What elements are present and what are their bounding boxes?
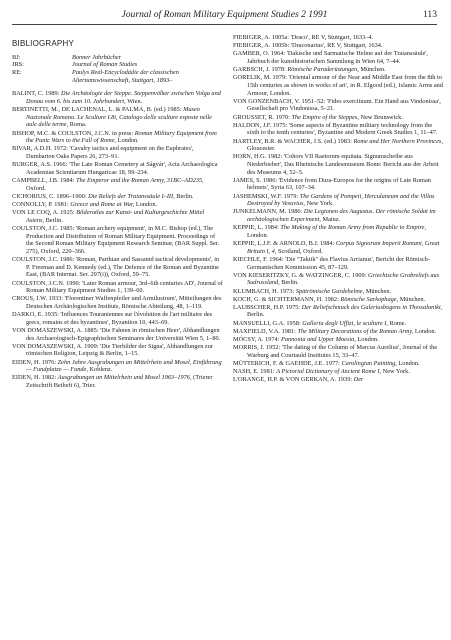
entry-details: München. [365, 287, 392, 295]
bibliography-entry [233, 376, 444, 384]
right-entries [233, 34, 444, 384]
entry-author: GARBSCH, J. 1978: [233, 66, 286, 74]
bibliography-entry [12, 177, 223, 192]
entry-details: 'Roman, Parthian and Sassanid tactical developments', in P. Freeman and D. Kennedy (ed.), The Defence of the Roman and Byzantine East, (BAR Internat. Ser. 297(i)), Oxford, 59–75. [26, 256, 220, 279]
entry-title: The Making of the Roman Army from Republic to Empire, [280, 224, 427, 232]
entry-title: Roman Military Equipment from the Punic Wars to the Fall of Rome, [26, 129, 217, 145]
entry-author: LAUBSCHER, H.P. 1975: [233, 303, 301, 311]
bibliography-entry [233, 153, 444, 176]
entry-title: Corpus Signorum Imperii Romani, Great Britain I, 4, [247, 240, 440, 255]
entry-details: Berlin. [281, 279, 299, 287]
entry-title: Museo Nazionale Romano. Le Sculture I.8i, Catalogo delle sculture esposte nelle aule delle terme, [26, 106, 212, 129]
entry-author: KLUMBACH, H. 1973: [233, 287, 295, 295]
entry-details: München. [360, 66, 386, 74]
entry-author: COULSTON, J.C. 1986: [12, 256, 75, 264]
bibliography-entry [233, 42, 444, 50]
bibliography-entry [12, 359, 223, 374]
bibliography-entry [12, 343, 223, 358]
abbreviation-key: BJ: [12, 53, 21, 61]
entry-title: Römische Paraderüstungen, [287, 66, 359, 74]
entry-title: Die Reliefs der Traianssäule I–III, [88, 192, 175, 200]
entry-author: COULSTON, J.C.N. 1990: [12, 279, 81, 287]
entry-details: Berlin. [247, 311, 265, 319]
entry-title: The Military Decorations of the Roman Army, [297, 327, 414, 335]
bibliography-entry [233, 296, 444, 304]
bibliography-entry [233, 344, 444, 359]
entry-author: BIVAR, A.D.H. 1972: [12, 145, 68, 153]
entry-details: Berlin. [45, 216, 63, 224]
entry-title: Greece and Rome at War, [70, 200, 135, 208]
entry-details: 'Evidence from Dura-Europos for the origins of Late Roman helmets', Syria 63, 107–34. [247, 176, 431, 192]
entry-details: London. [135, 200, 158, 208]
entry-author: CROUS, J.W. 1933: [12, 295, 64, 303]
entry-details: 'The dating of the Column of Marcus Aurelius', Journal of the Warburg and Courtauld Institutes 15, 33–47. [247, 344, 438, 359]
entry-details: Roma. [69, 121, 87, 129]
entry-details: Berlin. [176, 192, 194, 200]
entry-author: MÜTTERICH, F. & GAEHDE, J.E. 1977: [233, 359, 340, 367]
entry-author: KEPPIE, L. 1984: [233, 224, 279, 232]
entry-details: 'Roman archery equipment', in M.C. Bishop (ed.), The Production and Distribution of Roman Military Equipment. Proceedings of the Second Roman Military Equipment Research Seminar, (BAR Suppl. Ser. 275), Oxford, 220–366. [26, 224, 220, 255]
entry-author: DARKO, E. 1935: [12, 311, 59, 319]
entry-details: Rome. [389, 319, 407, 327]
bibliography-entry [233, 328, 444, 336]
bibliography-entry [12, 256, 223, 279]
bibliography-entry [233, 224, 444, 239]
entry-author: JAMES, S. 1986: [233, 176, 278, 184]
entry-author: FIEBIGER, A. 1905b: [233, 42, 290, 50]
bibliography-entry [233, 272, 444, 287]
bibliography-entry [233, 360, 444, 368]
bibliography-entry [233, 240, 444, 255]
left-column [12, 34, 223, 390]
bibliography-entry [233, 34, 444, 42]
bibliography-entry [12, 106, 223, 129]
entry-details: 'Draco', RE V, Stuttgart, 1633–4. [290, 34, 374, 41]
entry-details: London. [357, 335, 379, 343]
entry-author: MORRIS, J. 1952: [233, 344, 281, 352]
bibliography-entry [233, 98, 444, 113]
entry-details: 'Fides exercituum. Ein Hand aus Vindonissa', Gesellschaft pro Vindonissa, 5–21. [247, 97, 441, 113]
page-number: 113 [422, 9, 437, 20]
entry-author: KEPPIE, L.J.F. & ARNOLD, B.J. 1984: [233, 240, 335, 248]
bibliography-entry [233, 50, 444, 65]
entry-title: Spätrömische Gardehelme, [295, 287, 365, 295]
entry-author: NASH, E. 1981: [233, 368, 275, 376]
bibliography-entry [12, 374, 223, 389]
entry-details: Koblenz. [89, 366, 113, 374]
bibliography-entry [12, 225, 223, 256]
bibliography-entry [233, 138, 444, 153]
abbreviation-list [12, 54, 223, 85]
entry-title: Pannonia and Upper Moesia, [281, 335, 356, 343]
entry-details: Mainz. [322, 216, 341, 224]
entry-title: The Emperor and the Roman Army, 31BC–AD235, [76, 177, 204, 184]
entry-title: Bilderatlas zur Kunst- und Kulturgeschichte Mittel Asiens, [26, 209, 205, 224]
entry-author: MAXFIELD, V.A. 1981: [233, 327, 296, 335]
right-column [233, 34, 444, 384]
entry-author: CICHORIUS, C. 1896–1900: [12, 192, 87, 200]
entry-author: GORELIK, M. 1979: [233, 74, 287, 82]
entry-author: HALDON, J.F. 1975: [233, 121, 288, 129]
entry-details: 'Later Roman armour, 3rd–6th centuries AD', Journal of Roman Military Equipment Studies 1, 139–60. [26, 279, 223, 295]
bibliography-entry [233, 288, 444, 296]
bibliography-entry [12, 311, 223, 326]
entry-author: BURGER, A.S. 1966: [12, 161, 68, 169]
entry-author: COULSTON, J.C. 1985: [12, 224, 75, 232]
entry-title: Carolingian Painting, [341, 359, 397, 367]
entry-author: VON GONZENBACH, V. 1951–52: [233, 97, 326, 105]
entry-details: 'Oriental armour of the Near and Middle East from the 8th to 15th centuries as shown in works of art', in R. Elgood (ed.), Islamic Arms and Armour, London. [247, 74, 443, 97]
entry-details: München. [399, 295, 426, 303]
bibliography-entry [12, 295, 223, 310]
entry-title: Römische Sarkophage, [340, 295, 399, 303]
entry-author: BALINT, C. 1989: [12, 90, 60, 98]
bibliography-entry [233, 208, 444, 223]
entry-author: VON DOMASZEWSKI, A. 1909: [12, 342, 99, 350]
entry-title: Zehn Jahre Ausgrabungen an Mittelrhein und Mosel, Einführung — Fundplatze — Funde, [26, 358, 222, 374]
abbreviation-expansion: Journal of Roman Studies [72, 61, 138, 69]
bibliography-heading: BIBLIOGRAPHY [12, 39, 74, 48]
entry-details: Scotland, Oxford. [277, 247, 323, 255]
entry-author: BERTINETTI, M., DE LACHENAL, L. & PALMA, B. (ed.) 1985: [12, 106, 182, 114]
entry-title: Ausgrabungen an Mittelrhein und Mosel 1963–1976, [57, 374, 192, 382]
abbreviation-row [12, 54, 223, 62]
entry-details: Gloucester. [247, 145, 276, 153]
entry-author: HARTLEY, B.R. & WACHER, J.S. (ed.) 1983: [233, 137, 352, 145]
bibliography-entry [12, 201, 223, 209]
entry-details: 'Some aspects of Byzantine military technology from the sixth to the tenth centuries', Byzantine and Modern Greek Studies 1, 11–47. [247, 121, 438, 137]
entry-author: JUNKELMANN, M. 1986: [233, 208, 303, 216]
abbreviation-expansion: Paulys Real-Encyclodädie der classischen Altertumswissenschaft, Stuttgart, 1893– [72, 68, 179, 84]
entry-details: 'Dakische und Sarmatische Helme auf der Traianssäule', Jahrbuch der kunsthistorischen Sammlung in Wien 64, 7–44. [247, 50, 429, 65]
entry-author: KIECHLE, F. 1964: [233, 255, 284, 263]
entry-title: The Gardens of Pompeii, Herculaneum and the Villas Destroyed by Vesuvius, [247, 192, 435, 208]
entry-title: Galleria degli Uffizi, le sculture I, [302, 319, 388, 327]
bibliography-entry [12, 209, 223, 224]
entry-author: L'ORANGE, H.P. & VON GERKAN, A. 1939: [233, 376, 353, 384]
entry-details: London. [398, 359, 420, 367]
entry-author: MÓCSY, A. 1974: [233, 335, 280, 343]
abbreviation-row [12, 61, 223, 69]
entry-title: Der Reliefschmuck des Galeriusbogens in Thessaloniki, [301, 303, 443, 311]
bibliography-entry [12, 193, 223, 201]
entry-author: GROUSSET, R. 1970: [233, 113, 290, 121]
bibliography-entry [12, 145, 223, 160]
entry-details: 'Die "Taktik" des Flavius Arrianus', Bericht der Römisch-Germanischen Kommission 45, 87–129. [247, 255, 430, 271]
entry-details: 'Influences Touraniennes sur l'évolution de l'art militaire des grecs, romains et des byzantines', Byzantion 10, 443–69. [26, 311, 213, 326]
entry-author: VON LE COQ, A. 1925: [12, 209, 75, 217]
bibliography-entry [12, 90, 223, 105]
entry-details: 'Die Tierbilder der Signa', Abhandlungen zur römischen Religion, Leipzig & Berlin, 1–15. [26, 342, 213, 358]
entry-details: 'Cohors VII Raetorum equitata. Signumscheibe aus Niederbieber', Das Rheinische Landesmuseum Bonn: Bericht aus der Arbeit des Museums 4, 52–5. [247, 153, 439, 176]
bibliography-entry [233, 74, 444, 97]
entry-author: EIDEN, H. 1976: [12, 358, 57, 366]
bibliography-entry [233, 336, 444, 344]
left-entries [12, 90, 223, 389]
entry-title: The Empire of the Steppes, [291, 113, 359, 121]
entry-details: 'Die Fahnen in römischen Heer', Abhandlungen des Archaeologisch-Epigraphischen Seminares der Universität Wien 5, 1–80. [26, 326, 221, 342]
entry-author: CAMPBELL, J.B. 1984: [12, 177, 75, 184]
entry-title: A Pictorial Dictionary of Ancient Rome I, [276, 368, 382, 376]
entry-title: Die Legionen des Augustus. Der römische Soldat im archäologischen Experiment, [247, 208, 436, 224]
entry-details: New York. [306, 200, 334, 208]
bibliography-entry [233, 66, 444, 74]
bibliography-entry [12, 280, 223, 295]
entry-author: MANSUELLI, G.A. 1958: [233, 319, 301, 327]
entry-details: 'Cavalry tactics and equipment on the Euphrates', Dumbarton Oaks Papers 26, 273–91. [26, 145, 194, 161]
abbreviation-key: JRS: [12, 61, 24, 69]
entry-author: FIEBIGER, A. 1905a: [233, 34, 289, 41]
entry-author: EIDEN, H. 1982: [12, 374, 57, 382]
entry-author: VON KIESERITZKY, G. & WATZINGER, C. 1909: [233, 271, 367, 279]
entry-author: VON DOMASZEWSKI, A. 1885: [12, 326, 99, 334]
entry-details: London. [414, 327, 437, 335]
bibliography-entry [12, 130, 223, 145]
entry-author: GAMBER, O. 1964: [233, 50, 286, 58]
entry-details: 'Draconarius', RE V, Stuttgart, 1634. [290, 42, 383, 50]
entry-details: London. [117, 137, 139, 145]
entry-author: KOCH, G. & SICHTERMANN, H. 1982: [233, 295, 339, 303]
entry-title: Rome and Her Northern Provinces, [353, 137, 443, 145]
entry-title: Die Archäologie der Steppe. Steppenvölker zwischen Volga and Donau vom 6. bis zum 10. Jahrhundert, [26, 90, 221, 105]
entry-details: New York. [382, 368, 410, 376]
entry-details: Oxford. [26, 184, 46, 192]
bibliography-entry [233, 256, 444, 271]
bibliography-entry [233, 368, 444, 376]
abbreviation-key: RE: [12, 68, 22, 76]
bibliography-entry [233, 114, 444, 122]
bibliography-entry [233, 122, 444, 137]
bibliography-entry [233, 177, 444, 192]
bibliography-entry [233, 193, 444, 208]
entry-author: CONNOLLY, P. 1981: [12, 200, 69, 208]
entry-details: (Trierer Zeitschrift Beiheft 6), Trier. [26, 374, 213, 390]
bibliography-entry [233, 320, 444, 328]
journal-title: Journal of Roman Military Equipment Studies 2 1991 [121, 9, 328, 20]
entry-details: Wien. [127, 97, 143, 105]
entry-details: New Brunswick. [360, 113, 403, 121]
entry-author: BISHOP, M.C. & COULSTON, J.C.N. in press: [12, 129, 134, 137]
entry-author: JASHEMSKI, W.F. 1979: [233, 192, 299, 200]
abbreviation-expansion: Bonner Jahrbücher [72, 53, 122, 61]
entry-details: 'Florentiner Waffenpfeiler und Armilustrum', Mitteilungen des Deutschen Archäologischen Instituts, Römische Abteilung, 48, 1–119. [26, 295, 222, 310]
bibliography-entry [12, 327, 223, 342]
entry-title: Griechische Grabreliefs aus Sudrussland, [247, 271, 440, 287]
entry-details: London. [247, 231, 269, 239]
bibliography-entry [12, 161, 223, 176]
entry-author: HORN, H.G. 1982: [233, 153, 283, 161]
entry-details: 'The Late Roman Cemetery at Ságvár', Acta Archaeologica Academiae Scientiarum Hungaricae 18, 99–234. [26, 161, 218, 176]
bibliography-entry [233, 304, 444, 319]
entry-title: Der [353, 376, 364, 384]
abbreviation-row [12, 69, 223, 84]
running-header [12, 8, 437, 25]
